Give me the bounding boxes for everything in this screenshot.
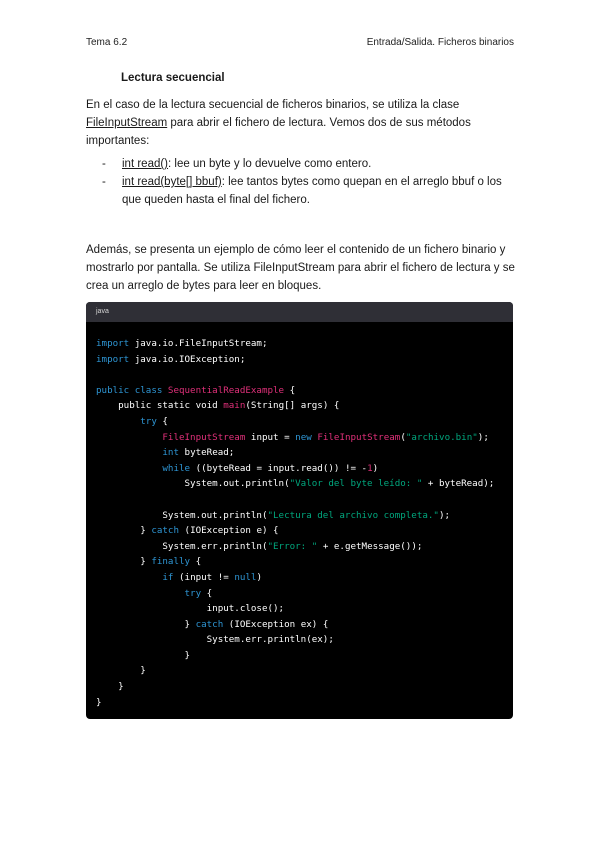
code-line [96,492,503,508]
code-line [96,554,503,570]
code-token: { [201,587,213,599]
code-token: null [234,571,257,583]
code-token: ) [372,462,379,474]
header-topic: Tema 6.2 [86,37,128,48]
code-token: input.close(); [96,603,285,615]
code-token: SequentialReadExample [167,384,285,396]
list-item [86,173,516,209]
code-line [96,414,503,430]
example-paragraph: Además, se presenta un ejemplo de cómo leer el contenido de un fichero binario y mostrarlo por pantalla. Se utiliza FileInputStream para abrir el fichero de lectura y se crea un arreglo de bytes para leer en bloques. [86,244,515,292]
intro-paragraph [86,96,516,150]
code-line [96,570,503,586]
method-name: int read(byte[] bbuf) [122,176,222,188]
code-token: (IOException ex) { [223,618,329,630]
code-token: try [96,415,157,427]
code-token: FileInputStream [317,431,401,443]
code-block [86,302,513,719]
code-token: (input != [173,571,235,583]
code-token: System.err.println( [96,540,268,552]
code-line [96,461,503,477]
code-token: + byteRead); [422,478,495,490]
code-token: int [162,447,179,459]
code-token: { [190,556,202,568]
code-token: } [96,618,196,630]
list-item [86,155,516,173]
intro-text-2: para abrir el fichero de lectura. Vemos dos de sus métodos importantes: [86,117,471,147]
code-token [96,447,162,458]
code-token: (IOException e) { [179,525,279,537]
code-line [96,523,503,539]
code-token: byteRead; [179,447,235,459]
code-line [96,617,503,633]
code-line [96,445,503,461]
code-line [96,352,503,368]
code-line [96,586,503,602]
code-token: } [96,649,191,661]
methods-list [86,155,516,209]
intro-text-1: En el caso de la lectura secuencial de ficheros binarios, se utiliza la clase [86,99,460,111]
code-token: } [96,525,152,537]
code-token: import [96,338,130,349]
code-token: ); [477,431,489,443]
code-token: while [162,462,191,474]
code-token: finally [151,556,191,568]
code-token: "Lectura del archivo completa." [267,509,439,521]
code-token: main [223,400,246,412]
code-token: "archivo.bin" [405,431,478,443]
code-token: if [162,571,174,583]
code-token: "Error: " [267,540,318,552]
code-line [96,679,503,695]
code-token: } [96,556,152,568]
code-line [96,695,503,711]
code-token: } [96,696,102,708]
dash-bullet-icon: - [102,176,106,188]
code-token: { [156,415,168,427]
code-token: input = [245,431,296,443]
code-token: public class [96,384,168,396]
code-line [96,508,503,524]
code-token: public static void [96,400,224,412]
code-token: (String[] args) { [245,400,340,412]
code-token: } [96,665,146,677]
code-token: System.out.println( [96,478,290,490]
code-token: import [96,353,130,365]
code-line [96,663,503,679]
code-line [96,601,503,617]
code-token: } [96,681,124,693]
code-token: ((byteRead = input.read()) != - [190,462,368,474]
code-token: java.io.IOException; [129,353,246,365]
code-line [96,632,503,648]
code-token: ( [400,431,406,443]
code-content [86,322,513,710]
code-line [96,367,503,383]
code-token: catch [195,618,224,630]
code-token: try [184,587,202,599]
method-name: int read() [122,158,169,170]
dash-bullet-icon: - [102,158,106,170]
code-token: FileInputStream [162,431,246,443]
code-token: java.io.FileInputStream; [129,338,268,349]
header-chapter-title: Entrada/Salida. Ficheros binarios [366,37,514,48]
section-title: Lectura secuencial [121,72,225,84]
method-description: : lee un byte y lo devuelve como entero. [168,158,372,170]
code-token: + e.getMessage()); [317,540,423,552]
code-token [96,463,162,474]
code-line [96,430,503,446]
class-name-fileinputstream: FileInputStream [86,117,168,129]
code-token: System.err.println(ex); [96,634,334,646]
code-token: ); [438,509,451,521]
code-token [96,572,162,583]
code-line [96,539,503,555]
method-description: : lee tantos bytes como quepan en el arreglo bbuf o los que queden hasta el final del fichero. [122,176,502,206]
code-token: ) [256,571,263,583]
code-token: System.out.println( [96,509,268,521]
code-line [96,476,503,492]
code-token: 1 [367,462,373,474]
code-line [96,648,503,664]
code-token: { [284,384,296,396]
code-token [96,588,185,599]
code-token: catch [151,525,179,537]
code-language-label: java [86,302,513,322]
code-token [96,432,162,443]
code-line [96,336,503,352]
code-line [96,383,503,399]
code-line [96,398,503,414]
code-token: "Valor del byte leído: " [289,478,423,490]
code-token: new [295,431,312,443]
